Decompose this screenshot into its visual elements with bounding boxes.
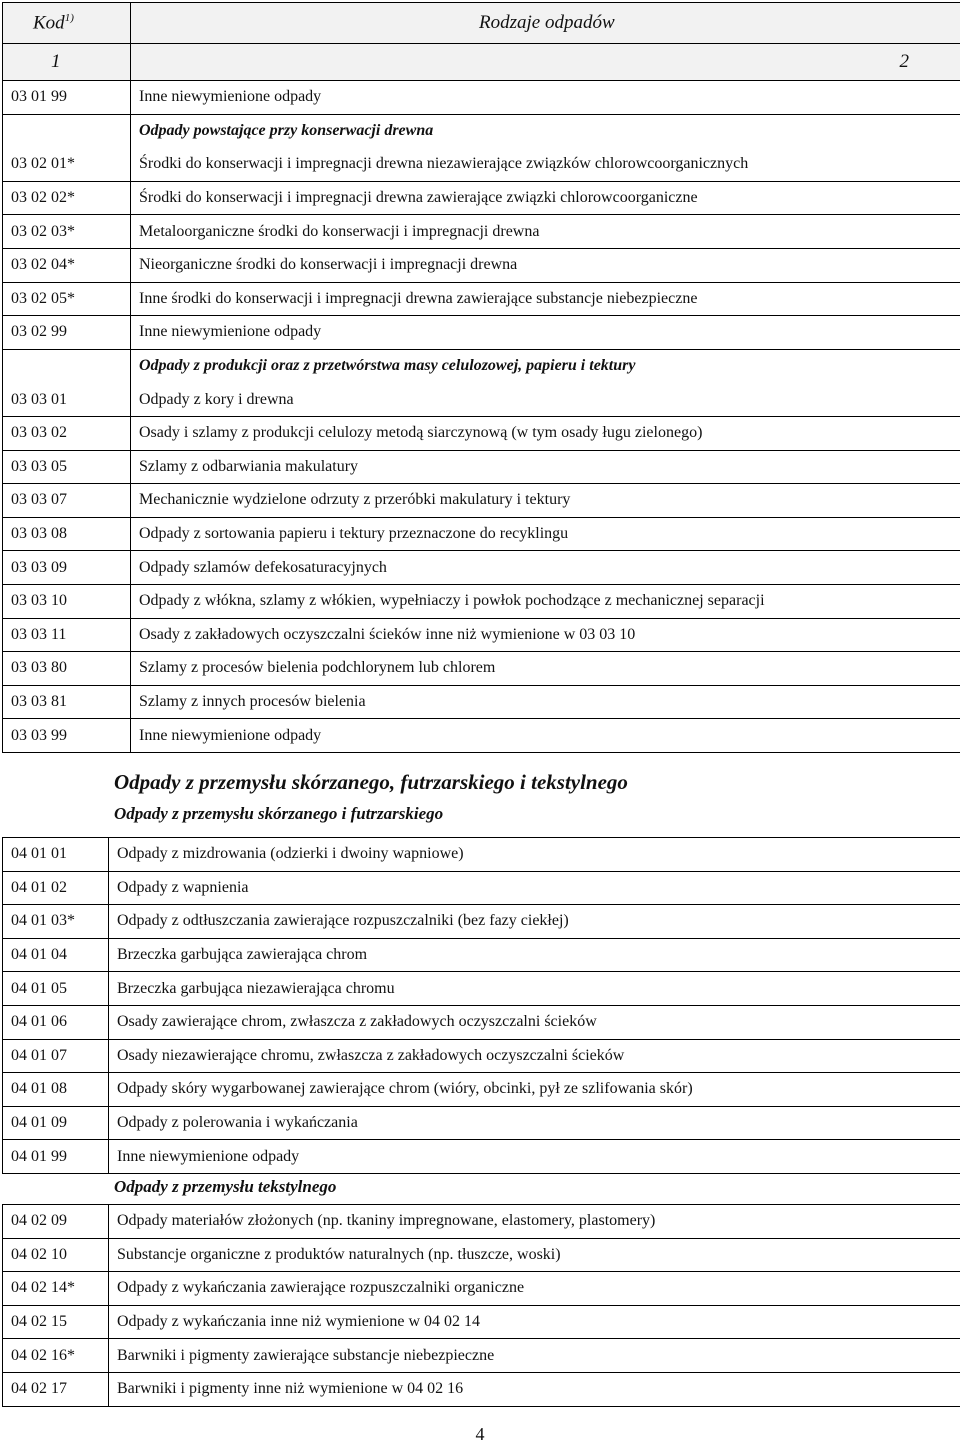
- waste-code-cell: 04 02 15: [3, 1305, 109, 1339]
- waste-description-cell: Szlamy z procesów bielenia podchlorynem lub chlorem: [131, 652, 960, 686]
- table-row: [3, 181, 960, 215]
- table-row: [3, 551, 960, 585]
- waste-code-cell: 04 01 01: [3, 838, 109, 872]
- waste-description-cell: Brzeczka garbująca zawierająca chrom: [109, 938, 960, 972]
- table-row: [3, 450, 960, 484]
- waste-table-part-3: [2, 1204, 960, 1407]
- waste-code-cell: 04 01 99: [3, 1140, 109, 1174]
- waste-description-cell: Inne środki do konserwacji i impregnacji drewna zawierające substancje niebezpieczne: [131, 282, 960, 316]
- table-row: [3, 316, 960, 350]
- table-row: [3, 484, 960, 518]
- waste-description-cell: Brzeczka garbująca niezawierająca chromu: [109, 972, 960, 1006]
- waste-description-cell: Osady i szlamy z produkcji celulozy metodą siarczynową (w tym osady ługu zielonego): [131, 416, 960, 450]
- table-row: [3, 584, 960, 618]
- subsection-title: Odpady powstające przy konserwacji drewna: [131, 114, 960, 148]
- waste-description-cell: Inne niewymienione odpady: [131, 719, 960, 753]
- waste-description-cell: Substancje organiczne z produktów naturalnych (np. tłuszcze, woski): [109, 1238, 960, 1272]
- waste-code-cell: 03 02 03*: [3, 215, 131, 249]
- kod-header-text: Kod: [33, 12, 65, 34]
- waste-description-cell: Mechanicznie wydzielone odrzuty z przeróbki makulatury i tektury: [131, 484, 960, 518]
- table-row: [3, 81, 960, 115]
- waste-description-cell: Odpady z mizdrowania (odzierki i dwoiny wapniowe): [109, 838, 960, 872]
- waste-table-part-2: [2, 837, 960, 1174]
- waste-code-cell: 04 01 03*: [3, 905, 109, 939]
- table-row: [3, 838, 960, 872]
- waste-code-cell: 03 03 08: [3, 517, 131, 551]
- waste-code-cell: 04 02 17: [3, 1372, 109, 1406]
- kod-footnote-mark: 1): [64, 11, 74, 24]
- waste-code-cell: 04 01 08: [3, 1073, 109, 1107]
- page-number: 4: [475, 1424, 485, 1444]
- table-row: [3, 1205, 960, 1239]
- table-row: [3, 938, 960, 972]
- waste-code-cell: 03 02 01*: [3, 148, 131, 182]
- waste-description-cell: Środki do konserwacji i impregnacji drewna niezawierające związków chlorowcoorganicznych: [131, 148, 960, 182]
- waste-code-cell: 03 03 81: [3, 685, 131, 719]
- waste-description-cell: Odpady materiałów złożonych (np. tkaniny impregnowane, elastomery, plastomery): [109, 1205, 960, 1239]
- table-row: [3, 248, 960, 282]
- waste-code-cell: 03 03 01: [3, 383, 131, 417]
- waste-code-cell: 03 02 99: [3, 316, 131, 350]
- waste-code-cell: 04 02 10: [3, 1238, 109, 1272]
- column-number-row: [3, 44, 960, 81]
- waste-description-cell: Osady niezawierające chromu, zwłaszcza z zakładowych oczyszczalni ścieków: [109, 1039, 960, 1073]
- table-row: [3, 652, 960, 686]
- rodzaje-header: Rodzaje odpadów: [131, 3, 960, 44]
- waste-description-cell: Barwniki i pigmenty inne niż wymienione w 04 02 16: [109, 1372, 960, 1406]
- waste-code-cell: 04 02 09: [3, 1205, 109, 1239]
- table-row: [3, 282, 960, 316]
- waste-description-cell: Odpady z włókna, szlamy z włókien, wypełniaczy i powłok pochodzące z mechanicznej separacji: [131, 584, 960, 618]
- waste-code-cell: 03 02 05*: [3, 282, 131, 316]
- waste-code-cell: 03 03 09: [3, 551, 131, 585]
- subsection-title: Odpady z produkcji oraz z przetwórstwa masy celulozowej, papieru i tektury: [131, 349, 960, 383]
- waste-description-cell: Inne niewymienione odpady: [131, 316, 960, 350]
- waste-description-cell: Odpady z odtłuszczania zawierające rozpuszczalniki (bez fazy ciekłej): [109, 905, 960, 939]
- waste-code-cell: 04 01 05: [3, 972, 109, 1006]
- table-row: [3, 1339, 960, 1373]
- table-row: [3, 148, 960, 182]
- waste-description-cell: Osady z zakładowych oczyszczalni ścieków inne niż wymienione w 03 03 10: [131, 618, 960, 652]
- waste-code-cell: 04 01 02: [3, 871, 109, 905]
- waste-description-cell: Odpady z kory i drewna: [131, 383, 960, 417]
- subsection-row: [3, 114, 960, 148]
- waste-code-cell: 03 02 04*: [3, 248, 131, 282]
- waste-description-cell: Barwniki i pigmenty zawierające substancje niebezpieczne: [109, 1339, 960, 1373]
- empty-code-cell: [3, 349, 131, 383]
- waste-code-cell: 03 03 02: [3, 416, 131, 450]
- waste-code-cell: 03 01 99: [3, 81, 131, 115]
- waste-description-cell: Środki do konserwacji i impregnacji drewna zawierające związki chlorowcoorganiczne: [131, 181, 960, 215]
- table-row: [3, 1005, 960, 1039]
- waste-code-cell: 03 02 02*: [3, 181, 131, 215]
- column-number-1: 1: [3, 44, 131, 81]
- kod-header: [3, 3, 131, 44]
- table-row: [3, 871, 960, 905]
- table-row: [3, 1106, 960, 1140]
- waste-description-cell: Inne niewymienione odpady: [109, 1140, 960, 1174]
- column-number-2: 2: [131, 44, 960, 81]
- waste-description-cell: Odpady szlamów defekosaturacyjnych: [131, 551, 960, 585]
- subsection-row: [3, 349, 960, 383]
- table-row: [3, 383, 960, 417]
- waste-description-cell: Inne niewymienione odpady: [131, 81, 960, 115]
- table-row: [3, 719, 960, 753]
- table-header-row: [3, 3, 960, 44]
- table-row: [3, 685, 960, 719]
- waste-code-cell: 04 02 14*: [3, 1272, 109, 1306]
- waste-code-cell: 03 03 99: [3, 719, 131, 753]
- waste-code-cell: 04 01 04: [3, 938, 109, 972]
- waste-description-cell: Odpady z wykańczania inne niż wymienione w 04 02 14: [109, 1305, 960, 1339]
- waste-code-cell: 04 01 09: [3, 1106, 109, 1140]
- table-row: [3, 215, 960, 249]
- waste-description-cell: Nieorganiczne środki do konserwacji i impregnacji drewna: [131, 248, 960, 282]
- table-row: [3, 972, 960, 1006]
- waste-description-cell: Odpady z polerowania i wykańczania: [109, 1106, 960, 1140]
- waste-description-cell: Odpady z sortowania papieru i tektury przeznaczone do recyklingu: [131, 517, 960, 551]
- waste-code-cell: 03 03 80: [3, 652, 131, 686]
- table-row: [3, 1272, 960, 1306]
- waste-description-cell: Odpady skóry wygarbowanej zawierające chrom (wióry, obcinki, pył ze szlifowania skór): [109, 1073, 960, 1107]
- waste-code-cell: 03 03 11: [3, 618, 131, 652]
- waste-table-part-1: [2, 2, 960, 753]
- waste-description-cell: Metaloorganiczne środki do konserwacji i impregnacji drewna: [131, 215, 960, 249]
- table-row: [3, 905, 960, 939]
- waste-description-cell: Szlamy z innych procesów bielenia: [131, 685, 960, 719]
- waste-code-cell: 04 01 06: [3, 1005, 109, 1039]
- table-row: [3, 1140, 960, 1174]
- empty-code-cell: [3, 114, 131, 148]
- table-row: [3, 618, 960, 652]
- subsection-heading-leather: Odpady z przemysłu skórzanego i futrzarskiego: [114, 804, 444, 823]
- waste-code-cell: 04 01 07: [3, 1039, 109, 1073]
- section-heading: Odpady z przemysłu skórzanego, futrzarskiego i tekstylnego: [114, 770, 628, 794]
- table-row: [3, 1372, 960, 1406]
- table-row: [3, 1073, 960, 1107]
- waste-description-cell: Szlamy z odbarwiania makulatury: [131, 450, 960, 484]
- waste-code-cell: 04 02 16*: [3, 1339, 109, 1373]
- table-row: [3, 1238, 960, 1272]
- waste-code-cell: 03 03 05: [3, 450, 131, 484]
- waste-description-cell: Osady zawierające chrom, zwłaszcza z zakładowych oczyszczalni ścieków: [109, 1005, 960, 1039]
- table-row: [3, 1305, 960, 1339]
- waste-description-cell: Odpady z wapnienia: [109, 871, 960, 905]
- table-row: [3, 416, 960, 450]
- table-row: [3, 517, 960, 551]
- waste-code-cell: 03 03 10: [3, 584, 131, 618]
- waste-description-cell: Odpady z wykańczania zawierające rozpuszczalniki organiczne: [109, 1272, 960, 1306]
- subsection-heading-textile: Odpady z przemysłu tekstylnego: [114, 1177, 337, 1196]
- table-row: [3, 1039, 960, 1073]
- waste-code-cell: 03 03 07: [3, 484, 131, 518]
